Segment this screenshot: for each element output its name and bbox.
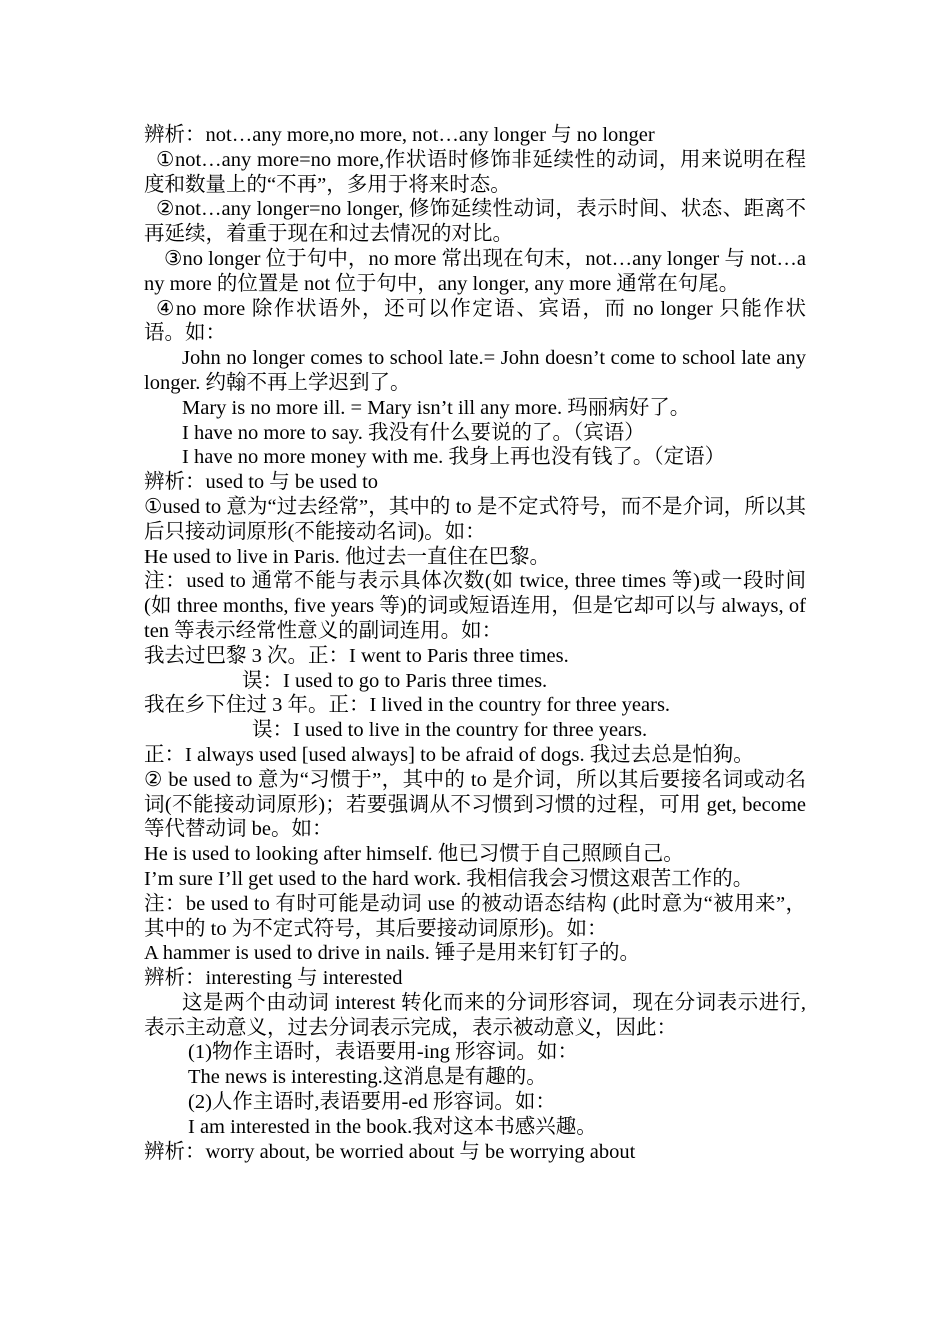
paragraph-point-4: ④no more 除作状语外，还可以作定语、宾语，而 no longer 只能作状语。如：	[144, 297, 806, 345]
note-paragraph: 注：be used to 有时可能是动词 use 的被动语态结构 (此时意为“被用来”，其中的 to 为不定式符号，其后要接动词原形)。如：	[144, 892, 806, 940]
example-wrong: 误：I used to go to Paris three times.	[242, 669, 548, 692]
heading-interesting: 辨析：interesting 与 interested	[144, 967, 403, 990]
example-sentence: John no longer comes to school late.= John doesn’t come to school late any longer. 约翰不再上学迟到了。	[144, 347, 806, 394]
rule-item: (1)物作主语时，表语要用-ing 形容词。如：	[188, 1041, 579, 1064]
example-wrong: 误：I used to live in the country for three years.	[252, 719, 648, 742]
paragraph-interesting: 这是两个由动词 interest 转化而来的分词形容词，现在分词表示进行,表示主动意义，过去分词表示完成，表示被动意义，因此：	[144, 991, 806, 1039]
example-correct: 我去过巴黎 3 次。正：I went to Paris three times.	[144, 644, 569, 667]
paragraph-point-1: ①not…any more=no more,作状语时修饰非延续性的动词，用来说明在程度和数量上的“不再”，多用于将来时态。	[144, 148, 806, 196]
example-correct: 正：I always used [used always] to be afraid of dogs. 我过去总是怕狗。	[144, 743, 754, 766]
example-sentence: He used to live in Paris. 他过去一直住在巴黎。	[144, 545, 550, 568]
heading-worry-about: 辨析：worry about, be worried about 与 be worrying about	[144, 1140, 636, 1163]
paragraph-point-3: ③no longer 位于句中，no more 常出现在句末，not…any longer 与 not…any more 的位置是 not 位于句中，any longer, any more 通常在句尾。	[144, 247, 806, 295]
heading-no-longer: 辨析：not…any more,no more, not…any longer 与 no longer	[144, 124, 655, 146]
rule-item: (2)人作主语时,表语要用-ed 形容词。如：	[188, 1091, 556, 1114]
example-sentence: I have no more to say. 我没有什么要说的了。（宾语）	[182, 421, 645, 444]
example-correct: 我在乡下住过 3 年。正：I lived in the country for three years.	[144, 694, 671, 717]
paragraph-point-2: ②not…any longer=no longer, 修饰延续性动词，表示时间、状态、距离不再延续，着重于现在和过去情况的对比。	[144, 198, 806, 246]
example-sentence: A hammer is used to drive in nails. 锤子是用来钉钉子的。	[144, 942, 640, 965]
example-sentence: The news is interesting.这消息是有趣的。	[188, 1066, 547, 1089]
note-paragraph: 注：used to 通常不能与表示具体次数(如 twice, three times 等)或一段时间(如 three months, five years 等)的词或短语连用，但是它却可以与 always, often 等表示经常性意义的副词连用。如：	[144, 570, 806, 642]
paragraph-used-to-2: ② be used to 意为“习惯于”，其中的 to 是介词，所以其后要接名词或动名词(不能接动词原形)；若要强调从不习惯到习惯的过程，可用 get, become 等代替动词 be。如：	[144, 768, 806, 841]
paragraph-used-to-1: ①used to 意为“过去经常”，其中的 to 是不定式符号，而不是介词，所以其后只接动词原形(不能接动名词)。如：	[144, 495, 806, 543]
document-body	[144, 123, 806, 1164]
heading-used-to: 辨析：used to 与 be used to	[144, 471, 379, 494]
example-sentence: He is used to looking after himself. 他已习惯于自己照顾自己。	[144, 843, 684, 866]
example-sentence: I have no more money with me. 我身上再也没有钱了。（定语）	[182, 446, 726, 469]
example-sentence: Mary is no more ill. = Mary isn’t ill any more. 玛丽病好了。	[182, 396, 691, 419]
example-sentence: I’m sure I’ll get used to the hard work. 我相信我会习惯这艰苦工作的。	[144, 867, 754, 890]
example-sentence: I am interested in the book.我对这本书感兴趣。	[188, 1115, 597, 1138]
